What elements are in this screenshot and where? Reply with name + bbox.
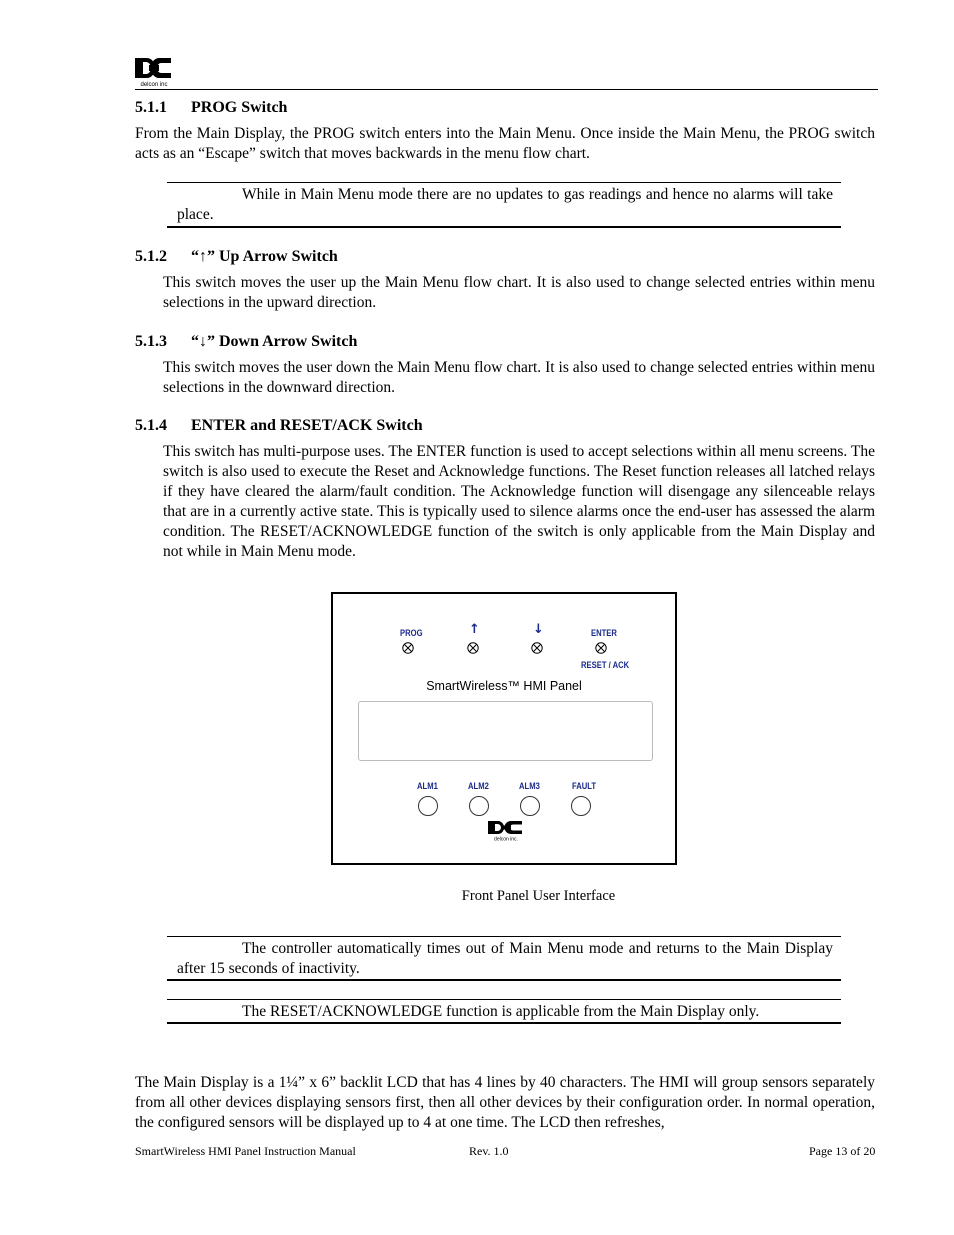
figure-caption: Front Panel User Interface <box>461 888 616 904</box>
note-text: While in Main Menu mode there are no updates to gas readings and hence no alarms will take place. <box>177 186 833 223</box>
section-body-enter: This switch has multi-purpose uses. The ENTER function is used to accept selections within all menu screens. The switch is also used to execute the Reset and Acknowledge functions. The Reset function releases all latched relays if they have cleared the alarm/fault condition. The Acknowledge function will disengage any silenceable relays that are in a currently active state. This is typically used to silence alarms once the end-user has assessed the alarm condition. The RESET/ACKNOWLEDGE function of the switch is only applicable from the Main Display and not while in Main Menu mode. <box>163 443 875 560</box>
alm3-label: ALM3 <box>519 781 540 791</box>
panel-title: SmartWireless™ HMI Panel <box>426 679 582 693</box>
section-body-down-arrow: This switch moves the user down the Main Menu flow chart. It is also used to change selected entries within menu selections in the downward direction. <box>163 359 875 396</box>
note-box <box>167 999 841 1024</box>
lcd-display <box>358 701 653 761</box>
note-text: The RESET/ACKNOWLEDGE function is applicable from the Main Display only. <box>242 1003 760 1020</box>
section-heading-prog: 5.1.1 PROG Switch <box>135 99 288 116</box>
section-heading-up-arrow: 5.1.2 “↑” Up Arrow Switch <box>135 248 338 265</box>
svg-text:delcon inc: delcon inc <box>140 82 168 88</box>
panel-logo <box>488 820 524 842</box>
footer-title: SmartWireless HMI Panel Instruction Manual <box>135 1144 356 1158</box>
alm3-indicator <box>520 796 540 816</box>
section-body-prog: From the Main Display, the PROG switch enters into the Main Menu. Once inside the Main Menu, the PROG switch acts as an “Escape” switch that moves backwards in the menu flow chart. <box>135 125 875 162</box>
footer-page-number: Page 13 of 20 <box>809 1144 876 1158</box>
section-heading-enter: 5.1.4 ENTER and RESET/ACK Switch <box>135 417 423 434</box>
up-led-icon <box>467 642 479 654</box>
down-arrow-icon: ↓ <box>533 622 544 637</box>
header-rule <box>135 89 878 90</box>
reset-ack-label: RESET / ACK <box>581 660 630 670</box>
prog-led-icon <box>402 642 414 654</box>
company-logo <box>135 56 173 88</box>
alm2-label: ALM2 <box>468 781 489 791</box>
fault-label: FAULT <box>572 781 597 791</box>
note-box <box>167 182 841 228</box>
alm1-label: ALM1 <box>417 781 438 791</box>
up-arrow-icon: ↑ <box>469 622 480 637</box>
alm2-indicator <box>469 796 489 816</box>
svg-text:delcon inc.: delcon inc. <box>494 836 518 842</box>
note-text: The controller automatically times out of Main Menu mode and returns to the Main Display after 15 seconds of inactivity. <box>177 940 833 977</box>
main-display-paragraph: The Main Display is a 1¼” x 6” backlit LCD that has 4 lines by 40 characters. The HMI will group sensors separately from all other devices displaying sensors first, then all other devices by their configuration order. In normal operation, the configured sensors will be displayed up to 4 at one time. The LCD then refreshes, <box>135 1074 875 1131</box>
enter-label: ENTER <box>591 628 617 638</box>
front-panel-figure <box>331 592 677 865</box>
section-body-up-arrow: This switch moves the user up the Main Menu flow chart. It is also used to change selected entries within menu selections in the upward direction. <box>163 274 875 311</box>
section-heading-down-arrow: 5.1.3 “↓” Down Arrow Switch <box>135 333 358 350</box>
prog-label: PROG <box>400 628 423 638</box>
alm1-indicator <box>418 796 438 816</box>
note-box <box>167 936 841 981</box>
enter-led-icon <box>595 642 607 654</box>
footer-revision: Rev. 1.0 <box>469 1144 509 1158</box>
down-led-icon <box>531 642 543 654</box>
fault-indicator <box>571 796 591 816</box>
